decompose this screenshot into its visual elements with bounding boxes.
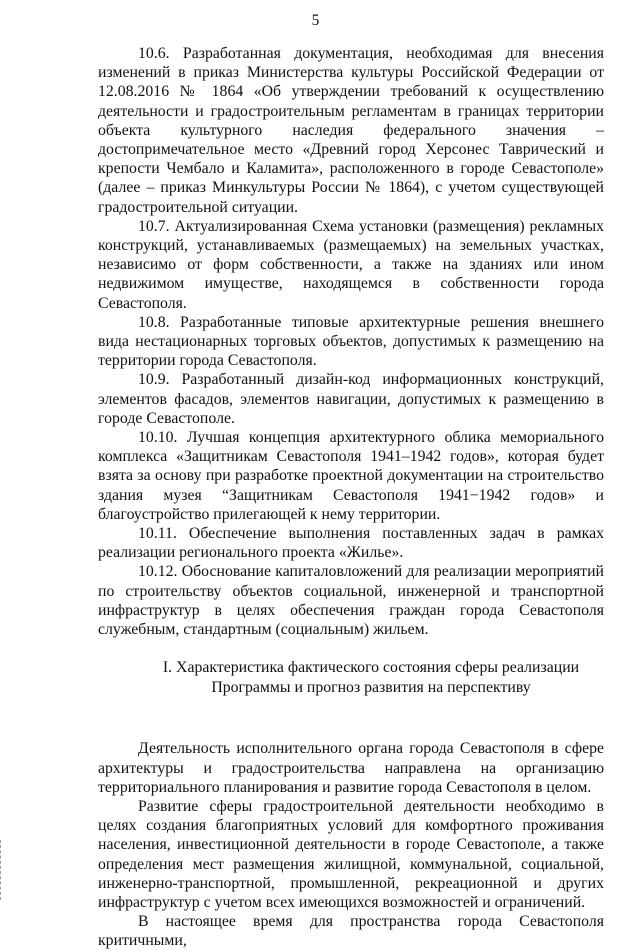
paragraph-10-7: 10.7. Актуализированная Схема установки (размещения) рекламных конструкций, устанавливаемых (размещаемых) на земельных участках, независимо от форм собственности, а также на зданиях или ином недвижимом имуществе, находящемся в собственности города Севастополя. <box>98 217 604 312</box>
section-paragraph-activity: Деятельность исполнительного органа города Севастополя в сфере архитектуры и градостроительства направлена на организацию территориального планирования и развитие города Севастополя в целом. <box>98 740 604 796</box>
paragraph-10-11: 10.11. Обеспечение выполнения поставленных задач в рамках реализации регионального проекта «Жилье». <box>98 525 604 562</box>
section-spacer <box>98 698 604 739</box>
section-heading-line-2: Программы и прогноз развития на перспективу <box>211 679 531 697</box>
section-heading <box>98 658 604 698</box>
paragraph-10-10: 10.10. Лучшая концепция архитектурного облика мемориального комплекса «Защитникам Севастополя 1941–1942 годов», которая будет взята за основу при разработке проектной документации на строительство здания музея “Защитникам Севастополя 1941−1942 годов» и благоустройство прилегающей к нему территории. <box>98 429 604 523</box>
scan-edge-mark <box>0 840 4 900</box>
section-paragraph-current: В настоящее время для пространства города Севастополя критичными, <box>98 913 604 950</box>
section-heading-line-1: I. Характеристика фактического состояния сферы реализации <box>162 659 580 677</box>
paragraph-10-12: 10.12. Обоснование капиталовложений для реализации мероприятий по строительству объектов социальной, инженерной и транспортной инфраструктур в целях обеспечения граждан города Севастополя служебным, стандартным (социальным) жильем. <box>98 563 604 639</box>
page-body <box>98 44 604 951</box>
paragraph-10-8: 10.8. Разработанные типовые архитектурные решения внешнего вида нестационарных торговых объектов, допустимых к размещению на территории города Севастополя. <box>98 313 604 370</box>
page-number: 5 <box>311 12 320 29</box>
section-paragraph-development: Развитие сферы градостроительной деятельности необходимо в целях создания благоприятных условий для комфортного проживания населения, инвестиционной деятельности в городе Севастополе, а также определения мест размещения жилищной, коммунальной, социальной, инженерно-транспортной, промышленной, рекреационной и других инфраструктур с учетом всех имеющихся возможностей и ограничений. <box>98 797 604 911</box>
paragraph-10-9: 10.9. Разработанный дизайн-код информационных конструкций, элементов фасадов, элементов навигации, допустимых к размещению в городе Севастополе. <box>98 371 604 427</box>
paragraph-10-6: 10.6. Разработанная документация, необходимая для внесения изменений в приказ Министерства культуры Российской Федерации от 12.08.2016 № 1864 «Об утверждении требований к осуществлению деятельности и градостроительным регламентам в границах территории объекта культурного наследия федерального значения – достопримечательное место «Древний город Херсонес Таврический и крепости Чембало и Каламита», расположенного в городе Севастополе» (далее – приказ Минкультуры России № 1864), с учетом существующей градостроительной ситуации. <box>98 45 604 216</box>
